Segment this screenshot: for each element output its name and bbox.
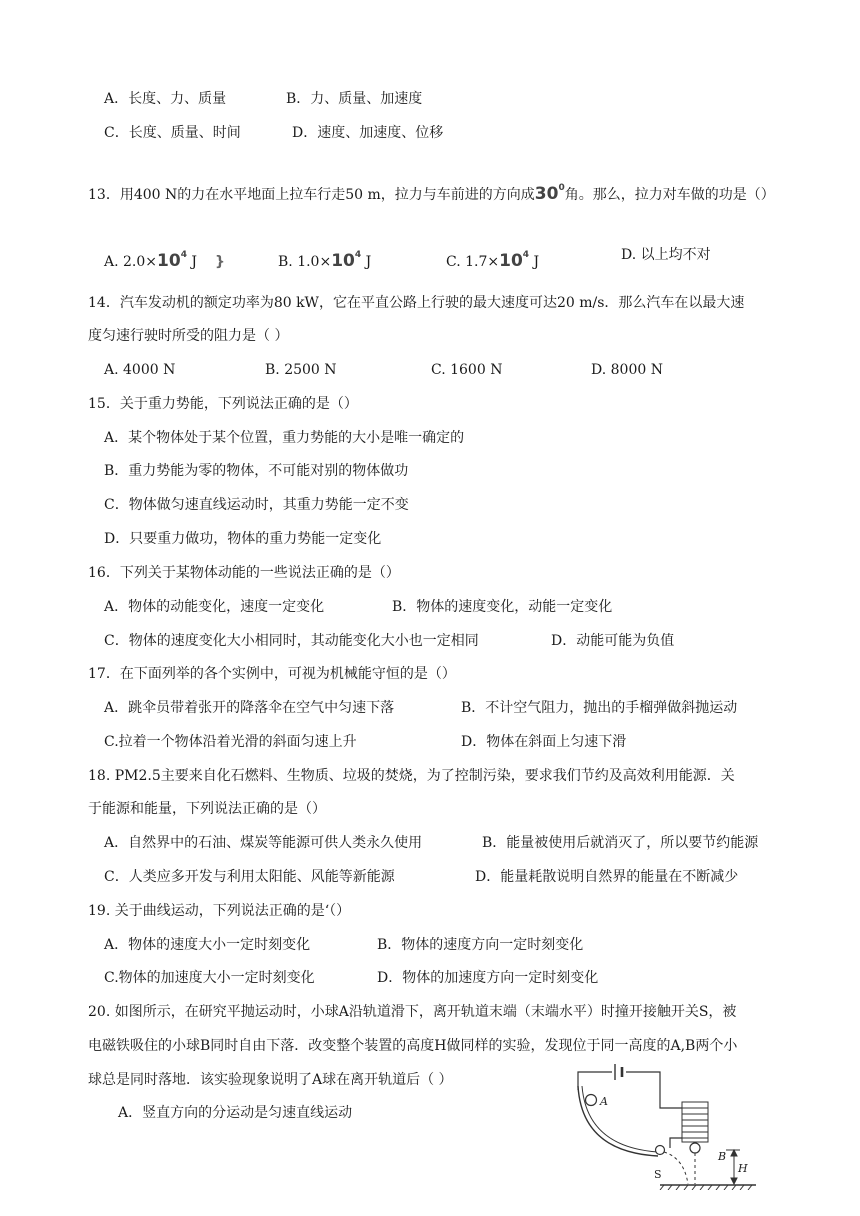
q13-option-d: D. 以上均不对 xyxy=(621,247,711,263)
ground xyxy=(660,1185,756,1190)
q18-option-a: A．自然界中的石油、煤炭等能源可供人类永久使用 xyxy=(104,835,423,851)
q16-option-d: D．动能可能为负值 xyxy=(551,633,675,649)
q19-option-b: B．物体的速度方向一定时刻变化 xyxy=(377,937,584,953)
q13-a-base: 10 xyxy=(157,251,181,271)
q13-option-a xyxy=(104,245,225,272)
q16-option-a: A．物体的动能变化，速度一定变化 xyxy=(104,599,325,615)
q16-option-b: B．物体的速度变化，动能一定变化 xyxy=(392,599,613,615)
q13-b-base: 10 xyxy=(331,251,355,271)
q19-option-a: A．物体的速度大小一定时刻变化 xyxy=(104,937,311,953)
label-b: B xyxy=(718,1150,727,1163)
battery-icon xyxy=(615,1064,622,1080)
q13-a-exp: 4 xyxy=(180,250,187,260)
circuit-wire xyxy=(578,1072,682,1148)
ball-a xyxy=(586,1095,597,1106)
q13-stem-after: 角。那么，拉力对车做的功是（） xyxy=(564,187,775,203)
label-a: A xyxy=(600,1095,608,1108)
q17-option-d: D．物体在斜面上匀速下滑 xyxy=(461,734,627,750)
q18-option-d: D．能量耗散说明自然界的能量在不断减少 xyxy=(475,869,739,885)
q20-stem-line1: 20. 如图所示，在研究平抛运动时，小球A沿轨道滑下，离开轨道末端（末端水平）时撞开接触开关S，被 xyxy=(88,1004,737,1020)
switch-s xyxy=(656,1146,665,1155)
q18-stem-line1: 18. PM2.5主要来自化石燃料、生物质、垃圾的焚烧，为了控制污染，要求我们节约及高效利用能源．关 xyxy=(88,768,735,784)
q17-option-a: A．跳伞员带着张开的降落伞在空气中匀速下落 xyxy=(104,700,395,716)
q13-b-unit: J xyxy=(361,254,372,270)
q19-option-c: C.物体的加速度大小一定时刻变化 xyxy=(104,970,315,986)
q14-option-b: B. 2500 N xyxy=(265,362,337,378)
q15-option-a: A．某个物体处于某个位置，重力势能的大小是唯一确定的 xyxy=(104,430,465,446)
q12-option-c: C．长度、质量、时间 xyxy=(104,125,241,141)
trajectory-lines xyxy=(664,1152,695,1184)
q17-option-b: B．不计空气阻力，抛出的手榴弹做斜抛运动 xyxy=(461,700,738,716)
q13-c-unit: J xyxy=(529,254,540,270)
q13-option-b xyxy=(278,245,371,272)
q13-c-exp: 4 xyxy=(522,250,530,260)
q20-stem-line3: 球总是同时落地．该实验现象说明了A球在离开轨道后（ ） xyxy=(88,1072,453,1088)
q12-option-d: D．速度、加速度、位移 xyxy=(292,125,444,141)
q14-stem-line1: 14．汽车发动机的额定功率为80 kW，它在平直公路上行驶的最大速度可达20 m/s．那么汽车在以最大速 xyxy=(88,295,745,311)
q16-stem: 16．下列关于某物体动能的一些说法正确的是（） xyxy=(88,565,400,581)
q20-option-a: A．竖直方向的分运动是匀速直线运动 xyxy=(118,1105,353,1121)
q16-option-c: C．物体的速度变化大小相同时，其动能变化大小也一定相同 xyxy=(104,633,479,649)
q14-option-c: C. 1600 N xyxy=(431,362,503,378)
q13-a-unit: J xyxy=(186,254,198,270)
projectile-apparatus-diagram xyxy=(560,1060,770,1190)
q13-a-artifact: } xyxy=(215,254,225,270)
q18-option-b: B．能量被使用后就消灭了，所以要节约能源 xyxy=(482,835,759,851)
q19-option-d: D．物体的加速度方向一定时刻变化 xyxy=(377,970,599,986)
q13-a-coef: A. 2.0× xyxy=(104,254,158,270)
electromagnet-icon xyxy=(682,1102,708,1142)
q15-option-c: C．物体做匀速直线运动时，其重力势能一定不变 xyxy=(104,497,409,513)
q13-b-exp: 4 xyxy=(354,250,362,260)
q19-stem: 19. 关于曲线运动，下列说法正确的是‘（） xyxy=(88,903,351,919)
q17-option-c: C.拉着一个物体沿着光滑的斜面匀速上升 xyxy=(104,734,357,750)
q13-b-coef: B. 1.0× xyxy=(278,254,332,270)
q20-stem-line2: 电磁铁吸住的小球B同时自由下落．改变整个装置的高度H做同样的实验，发现位于同一高度的A,B两个小 xyxy=(88,1038,738,1054)
q18-stem-line2: 于能源和能量，下列说法正确的是（） xyxy=(88,801,326,817)
q13-stem-before: 13．用400 N的力在水平地面上拉车行走50 m，拉力与车前进的方向成 xyxy=(88,187,535,203)
q12-option-b: B．力、质量、加速度 xyxy=(286,91,423,107)
q14-option-a: A. 4000 N xyxy=(104,362,176,378)
q17-stem: 17．在下面列举的各个实例中，可视为机械能守恒的是（） xyxy=(88,666,456,682)
q13-option-c xyxy=(446,245,539,272)
q13-degree: 0 xyxy=(558,183,565,193)
q15-stem: 15．关于重力势能，下列说法正确的是（） xyxy=(88,396,358,412)
q14-option-d: D. 8000 N xyxy=(591,362,663,378)
label-h: H xyxy=(738,1162,748,1175)
label-s: S xyxy=(654,1168,662,1181)
q15-option-b: B．重力势能为零的物体，不可能对别的物体做功 xyxy=(104,463,409,479)
q13-c-coef: C. 1.7× xyxy=(446,254,500,270)
q13-c-base: 10 xyxy=(499,251,523,271)
q14-stem-line2: 度匀速行驶时所受的阻力是（ ） xyxy=(88,328,289,344)
q13-angle: 30 xyxy=(534,184,559,204)
q13-stem xyxy=(88,178,775,205)
q18-option-c: C．人类应多开发与利用太阳能、风能等新能源 xyxy=(104,869,395,885)
q15-option-d: D．只要重力做功，物体的重力势能一定变化 xyxy=(104,531,382,547)
ball-b xyxy=(690,1143,700,1153)
q12-option-a: A．长度、力、质量 xyxy=(104,91,227,107)
